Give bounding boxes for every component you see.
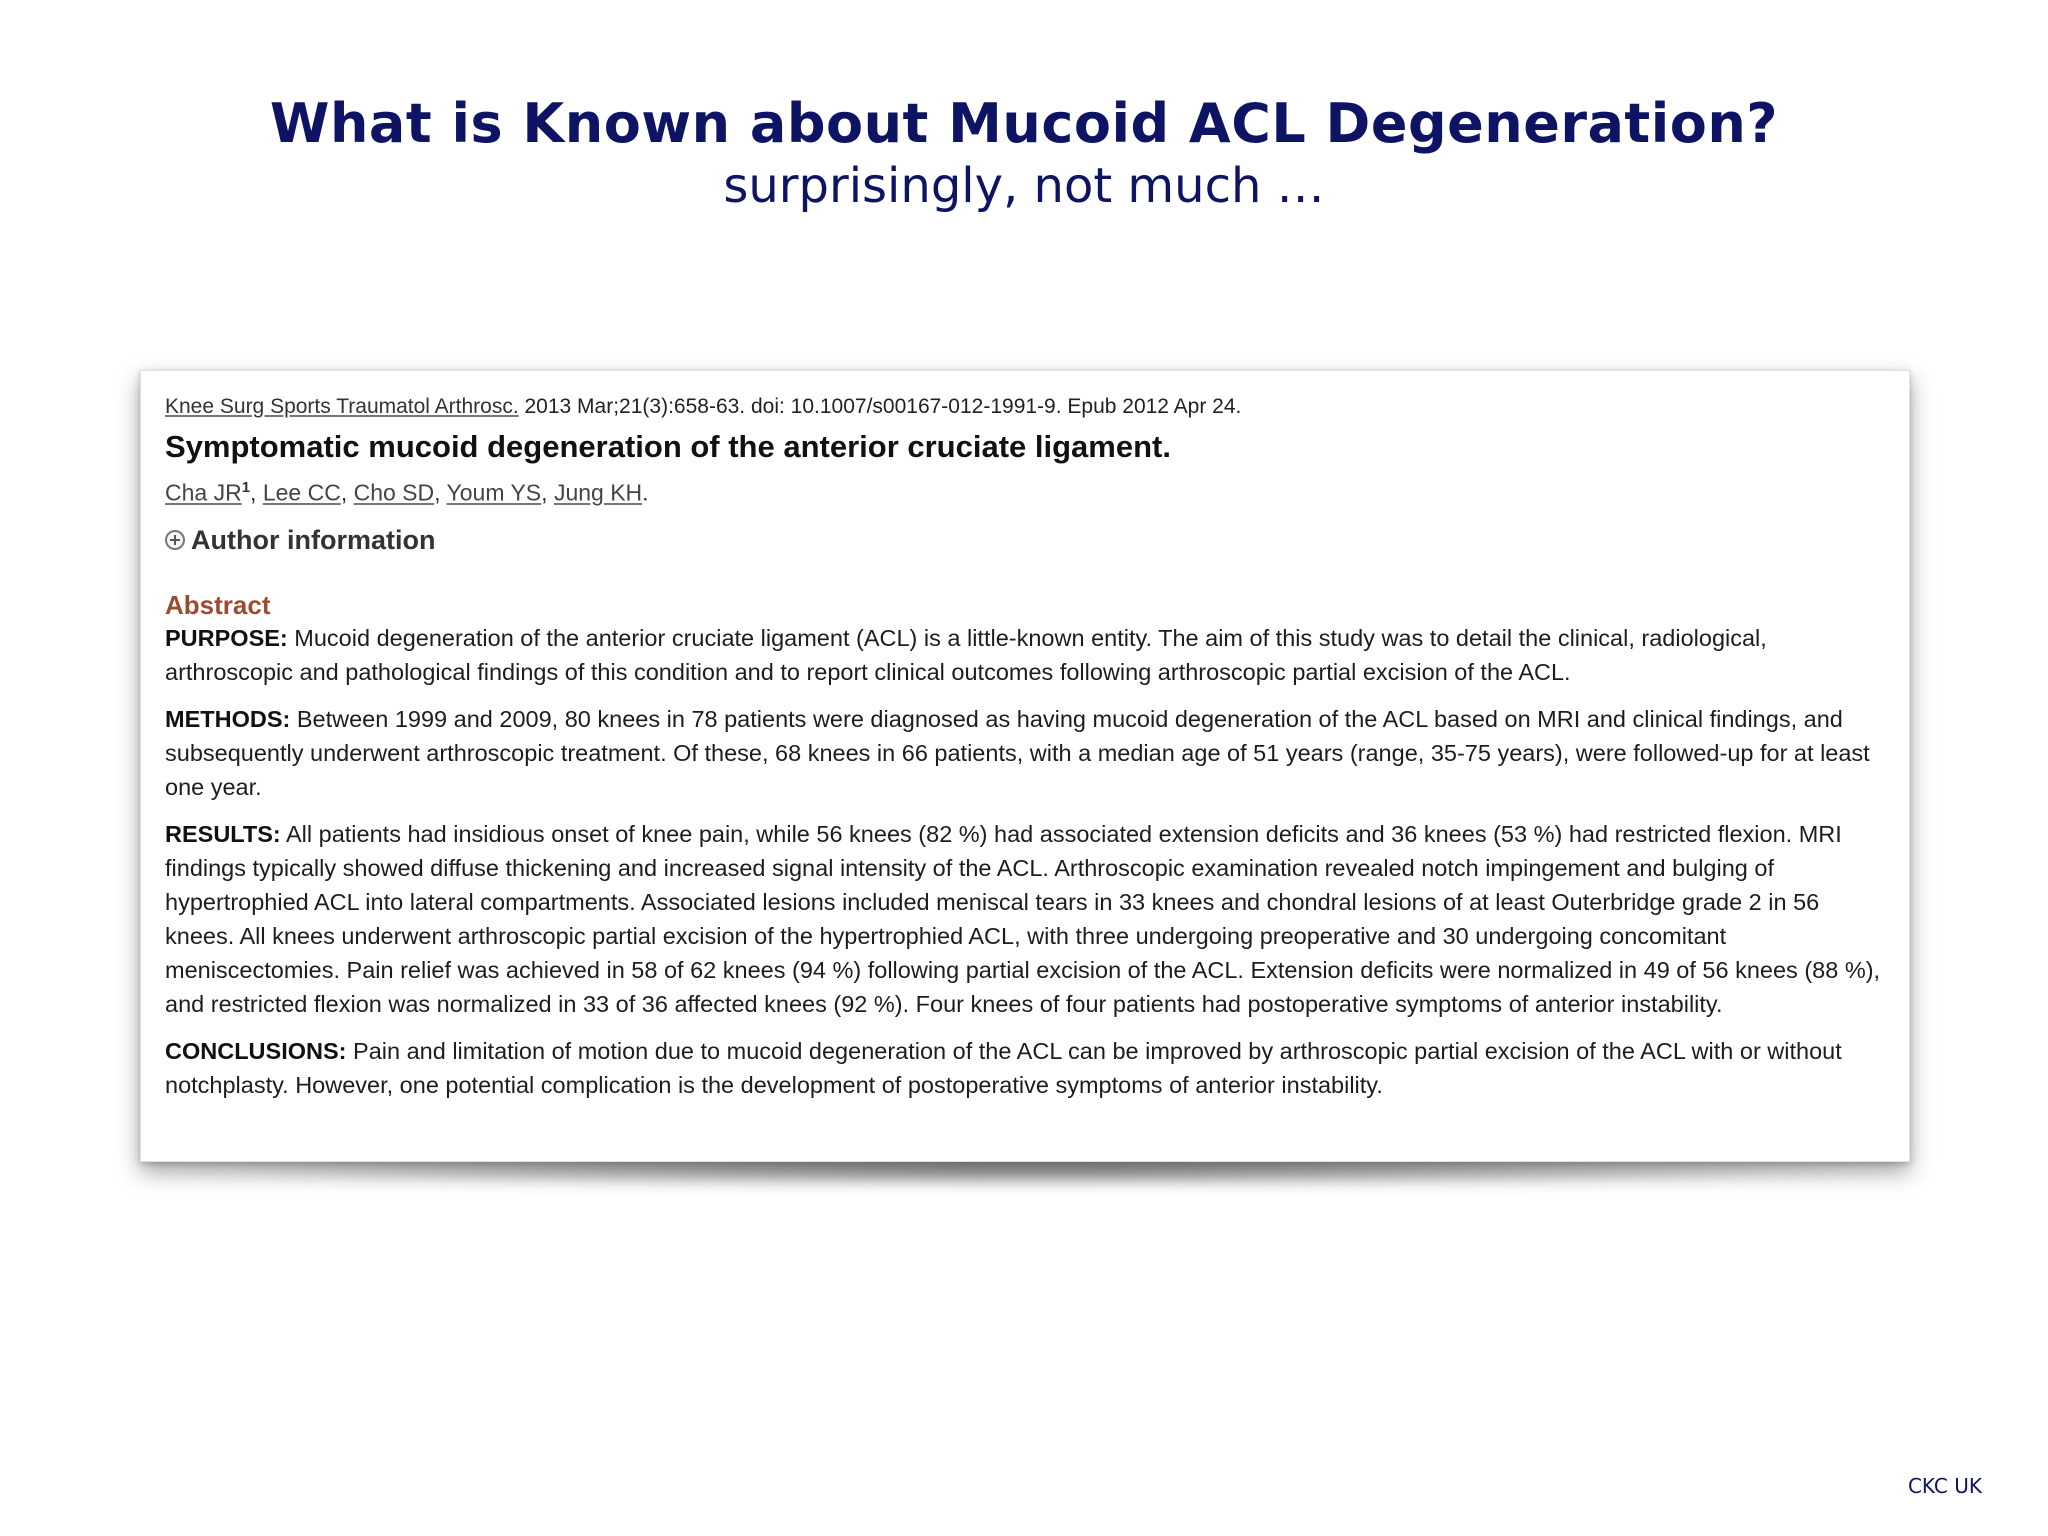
author-list: Cha $JR^1$, Lee CC, Cho SD, Youm YS, Jung KH. (165, 479, 649, 506)
article-title: Symptomatic mucoid degeneration of the anterior cruciate ligament. (165, 429, 1171, 464)
author-link[interactable]: Jung KH (553, 479, 643, 506)
author-link[interactable]: Cho SD (353, 479, 435, 506)
abstract-heading: Abstract (165, 589, 271, 620)
author-link[interactable]: Cha JR (165, 479, 242, 506)
section-label: METHODS: (165, 705, 291, 732)
section-label: CONCLUSIONS: (165, 1037, 347, 1064)
author-link[interactable]: Youm YS (446, 479, 542, 506)
section-label: PURPOSE: (165, 624, 288, 651)
slide-title: What is Known about Mucoid ACL Degeneration? (269, 92, 1779, 155)
author-information-label: Author information (191, 524, 436, 555)
footer-tag: CKC UK (1907, 1474, 1982, 1498)
citation-line (165, 395, 1885, 419)
section-text: Pain and limitation of motion due to mucoid degeneration of the ACL can be improved by arthroscopic partial excision of the ACL with or without notchplasty. However, one potential complication is the development of postoperative symptoms of anterior instability. (165, 1037, 1842, 1098)
abstract-results (165, 817, 1885, 1021)
author-information-toggle[interactable] (165, 525, 1885, 556)
abstract-purpose (165, 621, 1885, 689)
section-text: Between 1999 and 2009, 80 knees in 78 patients were diagnosed as having mucoid degeneration of the ACL based on MRI and clinical findings, and subsequently underwent arthroscopic treatment. Of these, 68 knees in 66 patients, with a median age of 51 years (range, 35-75 years), were followed-up for at least one year. (165, 705, 1870, 800)
abstract-conclusions (165, 1034, 1885, 1102)
affiliation-sup: 1 (241, 479, 251, 496)
section-text: All patients had insidious onset of knee pain, while 56 knees (82 %) had associated extension deficits and 36 knees (53 %) had restricted flexion. MRI findings typically showed diffuse thickening and increased signal intensity of the ACL. Arthroscopic examination revealed notch impingement and bulging of hypertrophied ACL into lateral compartments. Associated lesions included meniscal tears in 33 knees and chondral lesions of at least Outerbridge grade 2 in 56 knees. All knees underwent arthroscopic partial excision of the hypertrophied ACL, with three undergoing preoperative and 30 undergoing concomitant meniscectomies. Pain relief was achieved in 58 of 62 knees (94 %) following partial excision of the ACL. Extension deficits were normalized in 49 of 56 knees (88 %), and restricted flexion was normalized in 33 of 36 affected knees (92 %). Four knees of four patients had postoperative symptoms of anterior instability. (165, 820, 1881, 1017)
expand-plus-icon (165, 530, 185, 550)
pubmed-article-card (140, 370, 1910, 1162)
journal-link[interactable]: Knee Surg Sports Traumatol Arthrosc. (165, 395, 519, 418)
author-link[interactable]: Lee CC (262, 479, 341, 506)
citation-details: 2013 Mar;21(3):658-63. doi: 10.1007/s00167-012-1991-9. Epub 2012 Apr 24. (518, 395, 1242, 418)
slide-subtitle: surprisingly, not much … (723, 158, 1325, 214)
abstract-methods (165, 702, 1885, 804)
section-label: RESULTS: (165, 820, 281, 847)
section-text: Mucoid degeneration of the anterior cruciate ligament (ACL) is a little-known entity. The aim of this study was to detail the clinical, radiological, arthroscopic and pathological findings of this condition and to report clinical outcomes following arthroscopic partial excision of the ACL. (165, 624, 1767, 685)
